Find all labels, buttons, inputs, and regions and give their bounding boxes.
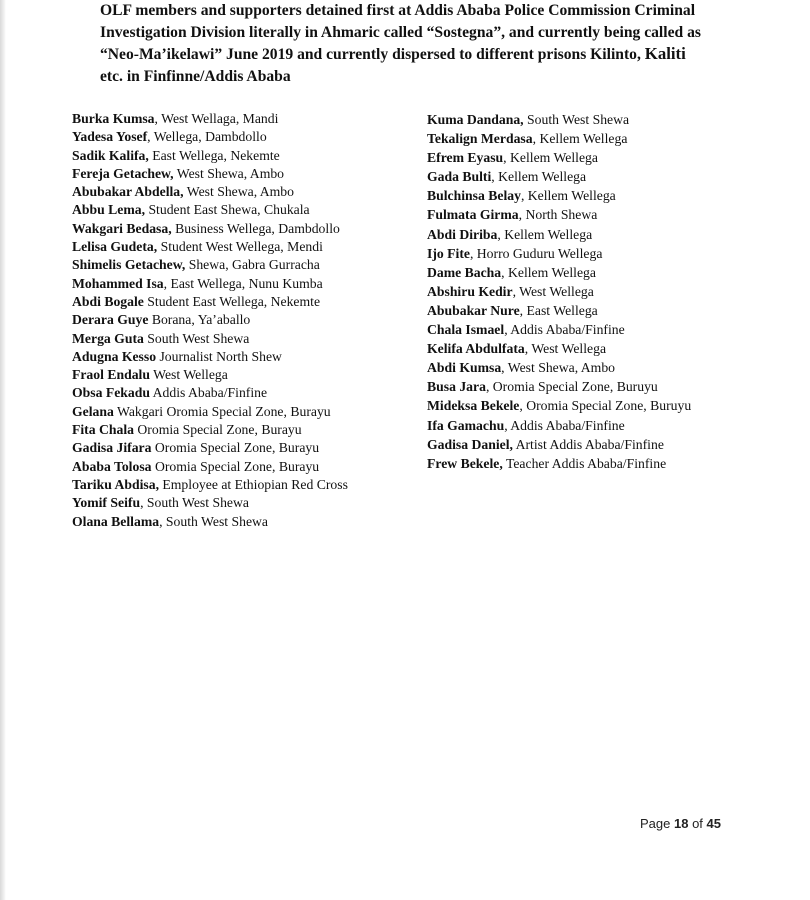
list-item: [427, 282, 797, 301]
detainee-name: Fraol Endalu: [72, 367, 150, 383]
list-item: [72, 403, 402, 421]
list-item: [427, 339, 797, 358]
list-item: [427, 186, 797, 205]
detainee-detail: West Shewa, Ambo: [173, 165, 285, 181]
detainee-detail: , West Wellega: [512, 283, 594, 299]
list-item: [72, 476, 402, 494]
list-item: [72, 256, 402, 274]
list-item: [427, 320, 797, 339]
section-heading: [100, 0, 725, 87]
detainee-detail: , Addis Ababa/Finfine: [504, 322, 625, 338]
detainee-detail: Oromia Special Zone, Burayu: [151, 440, 320, 456]
list-item: [72, 311, 402, 329]
detainee-detail: , South West Shewa: [140, 495, 249, 511]
detainee-name: Abubakar Abdella,: [72, 184, 184, 200]
detainee-detail: Borana, Ya’aballo: [148, 312, 251, 328]
list-item: [427, 110, 797, 129]
detainee-name: Efrem Eyasu: [427, 150, 504, 166]
list-item: [72, 421, 402, 439]
heading-line-3: “Neo-Ma’ikelawi” June 2019 and currently dispersed to different prisons Kilinto,: [100, 46, 645, 63]
detainee-name: Ijo Fite: [427, 245, 470, 261]
detainee-name: Kuma Dandana,: [427, 112, 524, 127]
detainee-name: Derara Guye: [72, 312, 149, 328]
list-item: [72, 293, 402, 311]
detainee-name: Obsa Fekadu: [72, 385, 150, 401]
list-item: [427, 205, 797, 224]
detainee-list-right: [427, 110, 797, 473]
detainee-name: Sadik Kalifa,: [72, 147, 149, 163]
detainee-name: Tekalign Merdasa: [427, 131, 533, 147]
detainee-detail: Wakgari Oromia Special Zone, Burayu: [113, 403, 331, 419]
detainee-detail: Journalist North Shew: [156, 348, 282, 364]
detainee-detail: Artist Addis Ababa/Finfine: [512, 436, 664, 452]
heading-line-4: etc. in Finfinne/Addis Ababa: [100, 67, 291, 85]
list-item: [427, 225, 797, 244]
list-item: [427, 148, 797, 167]
list-item: [427, 167, 797, 186]
list-item: [72, 183, 402, 201]
detainee-name: Ifa Gamachu: [427, 417, 505, 433]
detainee-name: Gada Bulti: [427, 169, 492, 185]
page-number-middle: of: [688, 816, 707, 831]
list-item: [72, 439, 402, 457]
list-item: [72, 128, 402, 146]
list-item: [72, 220, 402, 238]
detainee-detail: , Wellega, Dambdollo: [147, 129, 267, 145]
list-item: [72, 513, 402, 531]
detainee-name: Abdi Kumsa: [427, 360, 502, 376]
detainee-name: Abbu Lema,: [72, 202, 146, 218]
list-item: [72, 165, 402, 183]
detainee-detail: , East Wellega: [519, 302, 598, 318]
list-item: [72, 348, 402, 366]
detainee-name: Busa Jara: [427, 379, 486, 395]
heading-line-2: Investigation Division literally in Ahmaric called “Sostegna”, and currently being called as: [100, 23, 701, 41]
detainee-detail: Student East Wellega, Nekemte: [143, 293, 321, 309]
detainee-detail: , Oromia Special Zone, Buruyu: [485, 379, 658, 395]
detainee-detail: , North Shewa: [518, 207, 598, 223]
list-item: [72, 201, 402, 219]
list-item: [427, 454, 797, 473]
detainee-name: Kelifa Abdulfata: [427, 341, 525, 357]
heading-line-3-tail: Kaliti: [644, 44, 686, 63]
detainee-detail: East Wellega, Nekemte: [148, 147, 280, 163]
detainee-name: Mideksa Bekele: [427, 398, 520, 414]
detainee-detail: , South West Shewa: [159, 513, 268, 529]
detainee-detail: , West Wellega: [524, 341, 607, 357]
detainee-name: Abdi Bogale: [72, 293, 144, 309]
detainee-name: Fereja Getachew,: [72, 165, 174, 181]
detainee-name: Tariku Abdisa,: [72, 476, 159, 492]
detainee-detail: Business Wellega, Dambdollo: [171, 220, 340, 236]
detainee-detail: Oromia Special Zone, Burayu: [151, 458, 320, 474]
detainee-detail: South West Shewa: [143, 330, 250, 346]
detainee-detail: , Kellem Wellega: [503, 150, 598, 166]
detainee-detail: , Kellem Wellega: [491, 169, 587, 185]
page-number-current: 18: [673, 816, 689, 831]
detainee-detail: , West Shewa, Ambo: [501, 360, 616, 376]
detainee-name: Adugna Kesso: [72, 348, 157, 364]
detainee-name: Olana Bellama: [72, 513, 160, 529]
detainee-detail: Oromia Special Zone, Burayu: [133, 422, 302, 438]
detainee-name: Gadisa Jifara: [72, 440, 152, 456]
detainee-detail: , West Wellaga, Mandi: [154, 111, 279, 126]
detainee-detail: West Wellega: [149, 367, 228, 383]
list-item: [72, 330, 402, 348]
detainee-name: Fita Chala: [72, 422, 134, 438]
detainee-detail: Teacher Addis Ababa/Finfine: [502, 455, 667, 471]
detainee-name: Dame Bacha: [427, 264, 502, 280]
detainee-name: Lelisa Gudeta,: [72, 239, 158, 255]
detainee-name: Fulmata Girma: [427, 207, 519, 223]
list-item: [72, 366, 402, 384]
list-item: [72, 384, 402, 402]
page-number-prefix: Page: [640, 816, 674, 831]
detainee-name: Yadesa Yosef: [72, 129, 148, 145]
list-item: [427, 129, 797, 148]
page-number: [640, 816, 721, 831]
detainee-detail: Student East Shewa, Chukala: [145, 202, 310, 218]
detainee-detail: Employee at Ethiopian Red Cross: [159, 476, 348, 492]
list-item: [427, 435, 797, 454]
detainee-name: Gadisa Daniel,: [427, 436, 513, 452]
detainee-name: Gelana: [72, 403, 114, 419]
list-item: [72, 147, 402, 165]
detainee-name: Merga Guta: [72, 330, 144, 346]
page-number-total: 45: [706, 816, 721, 831]
detainee-name: Abubakar Nure: [427, 302, 520, 318]
detainee-detail: Addis Ababa/Finfine: [149, 385, 268, 401]
list-item: [72, 110, 402, 128]
detainee-name: Yomif Seifu: [72, 495, 141, 511]
detainee-name: Shimelis Getachew,: [72, 257, 186, 273]
detainee-detail: Shewa, Gabra Gurracha: [185, 257, 320, 273]
detainee-detail: West Shewa, Ambo: [183, 184, 294, 200]
detainee-name: Chala Ismael: [427, 322, 505, 338]
list-item: [72, 275, 402, 293]
detainee-name: Frew Bekele,: [427, 455, 503, 471]
detainee-detail: , Addis Ababa/Finfine: [504, 417, 625, 433]
detainee-name: Ababa Tolosa: [72, 458, 152, 474]
detainee-detail: , East Wellega, Nunu Kumba: [163, 275, 323, 291]
list-item: [427, 396, 797, 415]
detainee-detail: , Kellem Wellega: [520, 188, 616, 204]
list-item: [427, 263, 797, 282]
detainee-name: Mohammed Isa: [72, 275, 164, 291]
detainee-name: Abshiru Kedir: [427, 283, 513, 299]
list-item: [427, 244, 797, 263]
detainee-detail: Student West Wellega, Mendi: [157, 239, 323, 255]
list-item: [427, 416, 797, 435]
list-item: [72, 458, 402, 476]
detainee-name: Burka Kumsa: [72, 111, 155, 126]
detainee-name: Bulchinsa Belay: [427, 188, 521, 204]
list-item: [72, 238, 402, 256]
detainee-name: Wakgari Bedasa,: [72, 220, 172, 236]
detainee-detail: , Horro Guduru Wellega: [469, 245, 603, 261]
list-item: [427, 358, 797, 377]
heading-line-1: OLF members and supporters detained first at Addis Ababa Police Commission Criminal: [100, 2, 696, 19]
detainee-detail: , Kellem Wellega: [501, 264, 596, 280]
detainee-detail: , Kellem Wellega: [497, 226, 593, 242]
detainee-detail: South West Shewa: [523, 112, 630, 127]
list-item: [427, 377, 797, 396]
detainee-name: Abdi Diriba: [427, 226, 498, 242]
list-item: [72, 494, 402, 512]
detainee-detail: , Oromia Special Zone, Buruyu: [519, 398, 692, 414]
list-item: [427, 301, 797, 320]
detainee-detail: , Kellem Wellega: [532, 131, 628, 147]
detainee-list-left: [72, 110, 402, 531]
